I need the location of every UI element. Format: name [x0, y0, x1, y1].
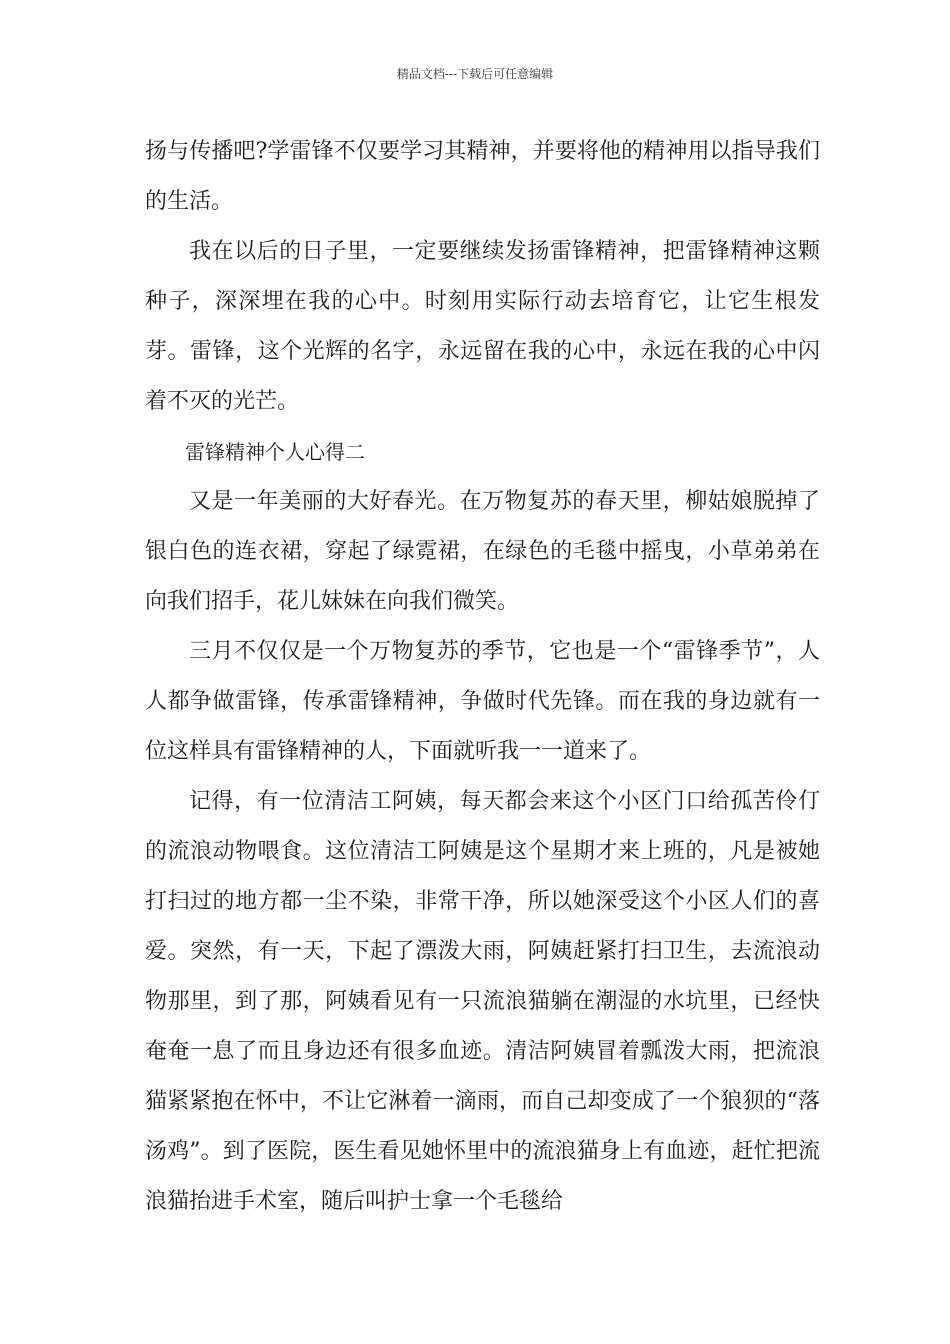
paragraph: 三月不仅仅是一个万物复苏的季节，它也是一个“雷锋季节”，人人都争做雷锋，传承雷锋精神，争做时代先锋。而在我的身边就有一位这样具有雷锋精神的人，下面就听我一一道来了。	[145, 639, 820, 764]
paragraph: 我在以后的日子里，一定要继续发扬雷锋精神，把雷锋精神这颗种子，深深埋在我的心中。时刻用实际行动去培育它，让它生根发芽。雷锋，这个光辉的名字，永远留在我的心中，永远在我的心中闪着不灭的光芒。	[145, 239, 820, 414]
paragraph: 记得，有一位清洁工阿姨，每天都会来这个小区门口给孤苦伶仃的流浪动物喂食。这位清洁工阿姨是这个星期才来上班的，凡是被她打扫过的地方都一尘不染，非常干净，所以她深受这个小区人们的喜爱。突然，有一天，下起了漂泼大雨，阿姨赶紧打扫卫生，去流浪动物那里，到了那，阿姨看见有一只流浪猫躺在潮湿的水坑里，已经快奄奄一息了而且身边还有很多血迹。清洁阿姨冒着瓢泼大雨，把流浪猫紧紧抱在怀中，不让它淋着一滴雨，而自己却变成了一个狼狈的“落汤鸡”。到了医院，医生看见她怀里中的流浪猫身上有血迹，赶忙把流浪猫抬进手术室，随后叫护士拿一个毛毯给	[145, 789, 820, 1214]
section-heading: 雷锋精神个人心得二	[185, 440, 365, 464]
paragraph-continuation: 扬与传播吧?学雷锋不仅要学习其精神，并要将他的精神用以指导我们的生活。	[145, 139, 820, 214]
paragraph: 又是一年美丽的大好春光。在万物复苏的春天里，柳姑娘脱掉了银白色的连衣裙，穿起了绿霓裙，在绿色的毛毯中摇曳，小草弟弟在向我们招手，花儿妹妹在向我们微笑。	[145, 489, 820, 614]
document-body	[145, 127, 820, 1227]
page-header: 精品文档---下载后可任意编辑	[396, 67, 554, 81]
